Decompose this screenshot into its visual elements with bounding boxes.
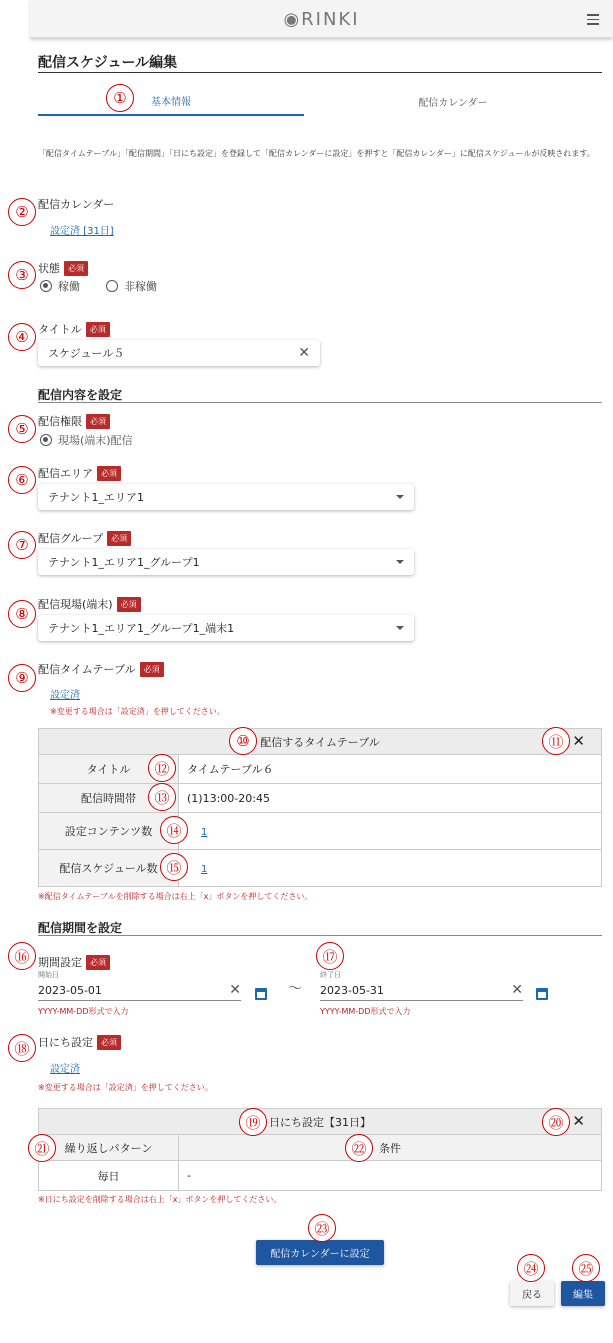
app-header [30, 0, 613, 38]
chevron-down-icon [396, 495, 404, 499]
clear-icon[interactable]: ✕ [511, 982, 523, 998]
tab-calendar[interactable] [304, 86, 602, 116]
group-label: 配信グループ [38, 532, 104, 545]
days-condition-cell: - [179, 1161, 602, 1191]
annotation-9: ⑨ [8, 664, 36, 692]
area-label: 配信エリア [38, 467, 93, 480]
end-date-label: 終了日 [320, 971, 341, 979]
timetable-value: タイムテーブル６ [179, 755, 602, 784]
calendar-link[interactable]: 設定済 [31日] [50, 226, 114, 237]
title-input[interactable] [38, 340, 320, 366]
site-select-value: テナント1_エリア1_グループ1_端末1 [48, 622, 235, 635]
site-label: 配信現場(端末) [38, 598, 113, 611]
section-divider [38, 402, 602, 403]
annotation-11: ⑪ [542, 727, 570, 755]
timetable-label-row [38, 661, 164, 677]
group-select-value: テナント1_エリア1_グループ1 [48, 556, 200, 569]
required-badge: 必須 [140, 662, 164, 677]
status-radio-group [40, 278, 157, 294]
radio-site-delivery-label: 現場(端末)配信 [58, 434, 133, 447]
site-select[interactable] [38, 615, 414, 641]
timetable-note: ※変更する場合は「設定済」を押してください。 [50, 707, 225, 716]
annotation-3: ③ [8, 261, 36, 289]
annotation-20: ⑳ [542, 1108, 570, 1136]
timetable-key: タイトル [39, 755, 179, 784]
annotation-22: ㉒ [345, 1134, 373, 1162]
annotation-2: ② [8, 198, 36, 226]
area-select-value: テナント1_エリア1 [48, 491, 144, 504]
end-date-value: 2023-05-31 [320, 983, 384, 997]
timetable-table-header [39, 729, 602, 755]
clear-icon[interactable]: ✕ [229, 982, 241, 998]
days-label: 日にち設定 [38, 1036, 93, 1049]
period-label-row [38, 954, 110, 970]
radio-active[interactable] [40, 280, 52, 292]
section-divider [38, 935, 602, 936]
intro-text: 「配信タイムテーブル」「配信期間」「日にち設定」を登録して「配信カレンダーに設定」を押すと「配信カレンダー」に配信スケジュールが反映されます。 [38, 149, 595, 158]
annotation-5: ⑤ [8, 415, 36, 443]
period-tilde: 〜 [288, 981, 302, 997]
timetable-table [38, 728, 602, 887]
site-label-row [38, 596, 141, 612]
required-badge: 必須 [86, 414, 110, 429]
calendar-icon[interactable] [536, 988, 548, 1000]
annotation-18: ⑱ [8, 1034, 36, 1062]
annotation-19: ⑲ [239, 1108, 267, 1136]
group-label-row [38, 530, 131, 546]
timetable-key: 配信スケジュール数 [39, 850, 179, 887]
back-button[interactable]: 戻る [510, 1281, 554, 1306]
days-label-row [38, 1034, 121, 1050]
annotation-7: ⑦ [8, 531, 36, 559]
radio-inactive[interactable] [106, 280, 118, 292]
days-table-header [39, 1109, 602, 1135]
days-pattern-cell: 毎日 [39, 1161, 179, 1191]
annotation-16: ⑯ [8, 942, 36, 970]
tab-calendar-label: 配信カレンダー [418, 97, 488, 109]
start-date-value: 2023-05-01 [38, 983, 102, 997]
end-date-input[interactable] [320, 980, 523, 1001]
annotation-10: ⑩ [229, 727, 257, 755]
radio-site-delivery[interactable] [40, 434, 52, 446]
required-badge: 必須 [64, 261, 88, 276]
required-badge: 必須 [86, 322, 110, 337]
annotation-6: ⑥ [8, 466, 36, 494]
tab-basic-info-label: 基本情報 [151, 96, 191, 108]
required-badge: 必須 [97, 466, 121, 481]
days-table [38, 1108, 602, 1191]
calendar-label: 配信カレンダー [38, 198, 115, 211]
timetable-value: (1)13:00-20:45 [179, 784, 602, 813]
days-link[interactable]: 設定済 [50, 1064, 80, 1075]
start-date-input[interactable] [38, 980, 241, 1001]
area-select[interactable] [38, 484, 414, 510]
required-badge: 必須 [107, 531, 131, 546]
calendar-icon[interactable] [255, 988, 267, 1000]
period-label: 期間設定 [38, 956, 82, 969]
days-col-condition: 条件 [179, 1135, 602, 1161]
days-note: ※変更する場合は「設定済」を押してください。 [38, 1083, 213, 1092]
title-input-value: スケジュール５ [48, 347, 125, 360]
group-select[interactable] [38, 549, 414, 575]
page-title: 配信スケジュール編集 [38, 55, 178, 71]
authority-radio [40, 432, 133, 448]
contents-count-link[interactable]: 1 [201, 826, 208, 838]
annotation-8: ⑧ [8, 600, 36, 628]
days-col-pattern: 繰り返しパターン [39, 1135, 179, 1161]
annotation-14: ⑭ [160, 816, 188, 844]
annotation-17: ⑰ [316, 942, 344, 970]
required-badge: 必須 [97, 1035, 121, 1050]
start-date-hint: YYYY-MM-DD形式で入力 [38, 1007, 129, 1016]
annotation-24: ㉔ [517, 1254, 545, 1282]
close-icon[interactable]: ✕ [572, 732, 585, 750]
section-period-title: 配信期間を設定 [38, 921, 123, 935]
annotation-25: ㉕ [572, 1254, 600, 1282]
status-label: 状態 [38, 262, 60, 275]
annotation-4: ④ [8, 323, 36, 351]
annotation-23: ㉓ [308, 1214, 336, 1242]
close-icon[interactable]: ✕ [572, 1112, 585, 1130]
end-date-hint: YYYY-MM-DD形式で入力 [320, 1007, 411, 1016]
required-badge: 必須 [86, 955, 110, 970]
tab-basic-info[interactable] [38, 86, 304, 116]
radio-active-label: 稼働 [58, 280, 80, 293]
clear-icon[interactable]: ✕ [298, 345, 310, 361]
apply-calendar-button[interactable]: 配信カレンダーに設定 [256, 1240, 384, 1265]
hamburger-menu-icon[interactable] [587, 14, 599, 28]
annotation-1: ① [106, 84, 134, 112]
title-divider [38, 72, 602, 73]
title-field-label: タイトル [38, 323, 82, 336]
annotation-15: ⑮ [160, 853, 188, 881]
schedule-count-link[interactable]: 1 [201, 863, 208, 875]
timetable-key: 設定コンテンツ数 [39, 813, 179, 850]
status-label-row [38, 260, 88, 276]
chevron-down-icon [396, 626, 404, 630]
timetable-table-title: 配信するタイムテーブル [260, 735, 380, 749]
title-label-row [38, 321, 110, 337]
annotation-12: ⑫ [148, 754, 176, 782]
authority-label: 配信権限 [38, 415, 82, 428]
authority-label-row [38, 413, 110, 429]
timetable-key: 配信時間帯 [39, 784, 179, 813]
timetable-label: 配信タイムテーブル [38, 663, 136, 676]
section-delivery-title: 配信内容を設定 [38, 388, 123, 402]
radio-inactive-label: 非稼働 [124, 280, 157, 293]
annotation-21: ㉑ [28, 1134, 56, 1162]
area-label-row [38, 465, 121, 481]
timetable-link[interactable]: 設定済 [50, 690, 80, 701]
timetable-delete-note: ※配信タイムテーブルを削除する場合は右上「x」ボタンを押してください。 [38, 892, 313, 901]
days-delete-note: ※日にち設定を削除する場合は右上「x」ボタンを押してください。 [38, 1195, 282, 1204]
start-date-label: 開始日 [38, 971, 59, 979]
app-logo: ◉RINKI [283, 9, 360, 30]
edit-button[interactable]: 編集 [561, 1281, 605, 1306]
chevron-down-icon [396, 560, 404, 564]
required-badge: 必須 [117, 597, 141, 612]
days-table-title: 日にち設定【31日】 [269, 1115, 371, 1129]
annotation-13: ⑬ [148, 783, 176, 811]
